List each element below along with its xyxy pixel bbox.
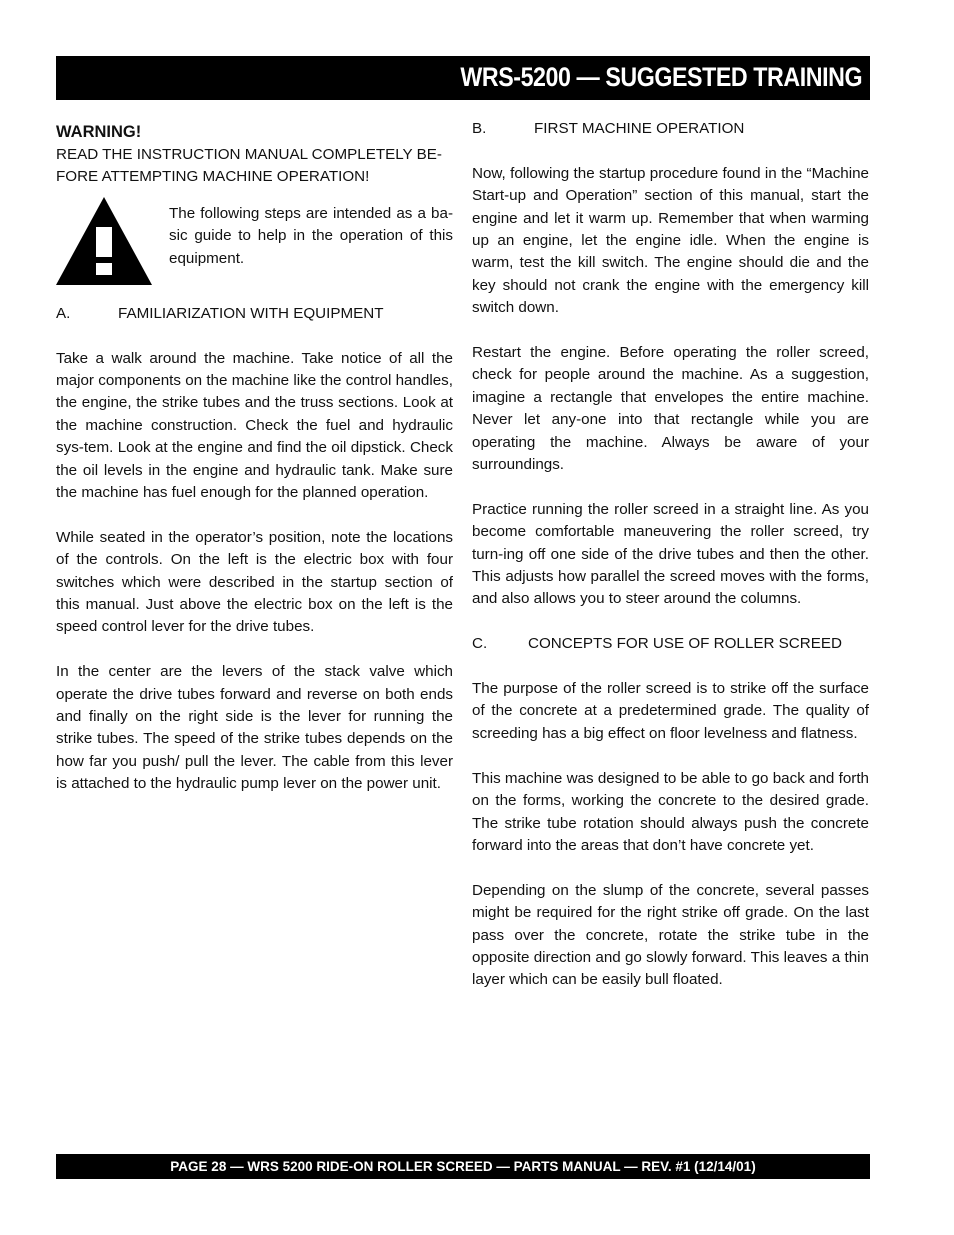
warning-icon-row — [56, 203, 453, 285]
paragraph: Now, following the startup procedure found in the “Machine Start-up and Operation” section of this manual, start the engine and let it warm up. Remember that when warming up an engine, let the engine idle. When the engine is warm, test the kill switch. The engine should die and the key should not crank the engine with the emergency kill switch down. — [472, 164, 869, 317]
paragraph: This machine was designed to be able to go back and forth on the forms, working the concrete to the desired grade. The strike tube rotation should always push the concrete forward into the areas that don’t have concrete yet. — [472, 769, 869, 854]
section-a-title: FAMILIARIZATION WITH EQUIPMENT — [118, 304, 384, 322]
section-c-heading — [472, 633, 869, 655]
left-column — [56, 118, 453, 818]
right-column — [472, 118, 869, 1014]
section-b-title: FIRST MACHINE OPERATION — [534, 120, 745, 137]
section-b-heading — [472, 118, 869, 140]
paragraph: Depending on the slump of the concrete, several passes might be required for the right strike off grade. On the last pass over the concrete, rotate the strike tube in the opposite direction and go slowly forward. This leaves a thin layer which can be easily bull floated. — [472, 881, 869, 989]
paragraph: While seated in the operator’s position, note the locations of the controls. On the left is the electric box with four switches which were described in the startup section of this manual. Just above the electric box on the left is the speed control lever for the drive tubes. — [56, 528, 453, 636]
paragraph: Restart the engine. Before operating the roller screed, check for people around the machine. As a suggestion, imagine a rectangle that envelopes the entire machine. Never let any-one into that rectangle while you are operating the machine. Always be aware of your surroundings. — [472, 344, 869, 474]
warning-triangle-icon — [56, 197, 152, 285]
section-c-letter: C. — [472, 635, 488, 653]
intro-text: The following steps are intended as a ba-sic guide to help in the operation of this equipment. — [169, 204, 453, 267]
header-bar — [56, 56, 870, 100]
footer-bar — [56, 1154, 870, 1179]
warning-text: READ THE INSTRUCTION MANUAL COMPLETELY BE-FORE ATTEMPTING MACHINE OPERATION! — [56, 146, 442, 186]
paragraph: Practice running the roller screed in a straight line. As you become comfortable maneuvering the roller screed, try turn-ing off one side of the drive tubes and then the other. This adjusts how parallel the screed moves with the forms, and also allows you to steer around the columns. — [472, 500, 869, 608]
paragraph: Take a walk around the machine. Take notice of all the major components on the machine like the control handles, the engine, the strike tubes and the truss sections. Look at the machine construction. Check the fuel and hydraulic sys-tem. Look at the engine and find the oil dipstick. Check the oil levels in the engine and hydraulic tank. Make sure the machine has fuel enough for the planned operation. — [56, 349, 453, 502]
section-c-title: CONCEPTS FOR USE OF ROLLER SCREED — [528, 635, 842, 653]
paragraph: The purpose of the roller screed is to strike off the surface of the concrete at a predetermined grade. The quality of screeding has a big effect on floor levelness and flatness. — [472, 680, 869, 742]
footer-text: PAGE 28 — WRS 5200 RIDE-ON ROLLER SCREED — PARTS MANUAL — REV. #1 (12/14/01) — [170, 1159, 756, 1174]
page-title: WRS-5200 — SUGGESTED TRAINING — [460, 62, 862, 92]
section-a-heading — [56, 303, 453, 325]
section-a-letter: A. — [56, 304, 71, 322]
section-b-letter: B. — [472, 120, 487, 137]
paragraph: In the center are the levers of the stack valve which operate the drive tubes forward and reverse on both ends and finally on the right side is the lever for running the strike tubes. The speed of the strike tubes depends on the how far you push/ pull the lever. The cable from this lever is attached to the hydraulic pump lever on the power unit. — [56, 663, 453, 793]
warning-heading: WARNING! — [56, 123, 142, 141]
